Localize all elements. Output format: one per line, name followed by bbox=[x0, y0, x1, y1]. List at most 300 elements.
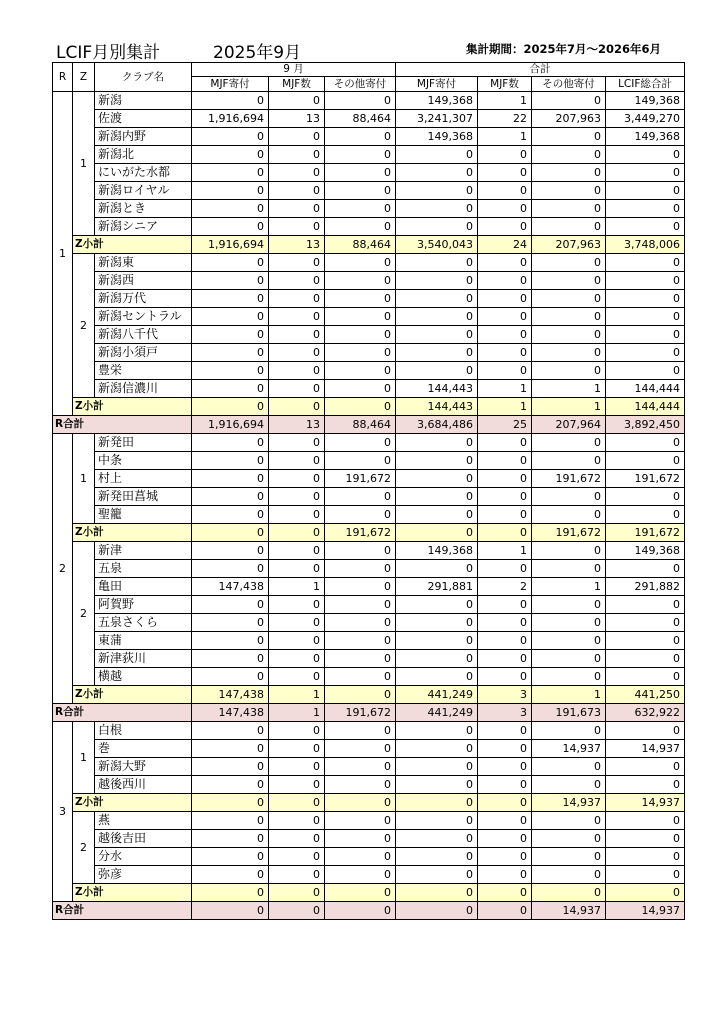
club-name: 亀田 bbox=[95, 578, 192, 596]
table-row bbox=[53, 578, 685, 596]
club-name: 新潟ロイヤル bbox=[95, 182, 192, 200]
total-value: 0 bbox=[396, 758, 478, 776]
subtotal-month-value: 0 bbox=[192, 794, 269, 812]
total-value: 0 bbox=[606, 200, 685, 218]
col-r: R bbox=[53, 63, 73, 92]
month-value: 0 bbox=[192, 722, 269, 740]
total-value: 0 bbox=[396, 560, 478, 578]
zone-cell: 1 bbox=[73, 722, 95, 794]
rtotal-total-value: 632,922 bbox=[606, 704, 685, 722]
total-value: 0 bbox=[532, 452, 606, 470]
month-value: 0 bbox=[269, 470, 325, 488]
table-row bbox=[53, 308, 685, 326]
total-value: 0 bbox=[478, 326, 532, 344]
total-value: 0 bbox=[478, 758, 532, 776]
club-name: 新潟とき bbox=[95, 200, 192, 218]
total-value: 0 bbox=[606, 182, 685, 200]
total-value: 0 bbox=[396, 362, 478, 380]
total-value: 0 bbox=[478, 650, 532, 668]
total-value: 0 bbox=[606, 596, 685, 614]
total-value: 0 bbox=[532, 614, 606, 632]
total-value: 0 bbox=[606, 434, 685, 452]
rtotal-total-value: 0 bbox=[478, 902, 532, 920]
month-value: 0 bbox=[192, 560, 269, 578]
total-value: 0 bbox=[396, 326, 478, 344]
total-value: 0 bbox=[478, 272, 532, 290]
total-value: 0 bbox=[396, 272, 478, 290]
month-value: 0 bbox=[269, 290, 325, 308]
zone-cell: 2 bbox=[73, 542, 95, 686]
total-value: 1 bbox=[532, 380, 606, 398]
total-value: 0 bbox=[606, 632, 685, 650]
rtotal-total-value: 207,964 bbox=[532, 416, 606, 434]
month-value: 0 bbox=[192, 308, 269, 326]
zone-subtotal-row bbox=[53, 884, 685, 902]
total-value: 0 bbox=[606, 272, 685, 290]
total-value: 144,443 bbox=[396, 380, 478, 398]
total-value: 1 bbox=[478, 380, 532, 398]
total-value: 1 bbox=[532, 578, 606, 596]
total-value: 0 bbox=[396, 182, 478, 200]
month-value: 0 bbox=[269, 164, 325, 182]
total-value: 0 bbox=[478, 308, 532, 326]
total-value: 0 bbox=[396, 848, 478, 866]
month-value: 0 bbox=[192, 758, 269, 776]
total-value: 0 bbox=[606, 164, 685, 182]
zone-subtotal-row bbox=[53, 236, 685, 254]
total-value: 191,672 bbox=[532, 470, 606, 488]
club-name: 阿賀野 bbox=[95, 596, 192, 614]
total-value: 0 bbox=[532, 722, 606, 740]
club-name: 越後西川 bbox=[95, 776, 192, 794]
total-value: 0 bbox=[532, 146, 606, 164]
zone-subtotal-label: Z小計 bbox=[73, 524, 192, 542]
month-value: 0 bbox=[269, 776, 325, 794]
club-name: 弥彦 bbox=[95, 866, 192, 884]
table-row bbox=[53, 542, 685, 560]
table-row bbox=[53, 254, 685, 272]
rtotal-month-value: 1 bbox=[269, 704, 325, 722]
month-value: 0 bbox=[269, 182, 325, 200]
month-value: 0 bbox=[192, 830, 269, 848]
table-row bbox=[53, 290, 685, 308]
subtotal-total-value: 191,672 bbox=[532, 524, 606, 542]
month-value: 0 bbox=[269, 668, 325, 686]
month-value: 0 bbox=[325, 290, 396, 308]
total-value: 0 bbox=[478, 560, 532, 578]
total-value: 0 bbox=[396, 470, 478, 488]
subtotal-month-value: 0 bbox=[269, 794, 325, 812]
subtotal-month-value: 88,464 bbox=[325, 236, 396, 254]
total-value: 0 bbox=[478, 488, 532, 506]
rtotal-month-value: 0 bbox=[269, 902, 325, 920]
table-row bbox=[53, 182, 685, 200]
zone-subtotal-label: Z小計 bbox=[73, 236, 192, 254]
zone-subtotal-label: Z小計 bbox=[73, 794, 192, 812]
month-value: 0 bbox=[269, 200, 325, 218]
month-value: 0 bbox=[192, 290, 269, 308]
total-value: 0 bbox=[478, 434, 532, 452]
col-month-group: 9 月 bbox=[192, 63, 396, 77]
col-z: Z bbox=[73, 63, 95, 92]
total-value: 0 bbox=[478, 812, 532, 830]
total-value: 0 bbox=[396, 632, 478, 650]
total-value: 0 bbox=[396, 146, 478, 164]
month-value: 147,438 bbox=[192, 578, 269, 596]
month-value: 0 bbox=[269, 506, 325, 524]
total-value: 0 bbox=[532, 488, 606, 506]
report-title: LCIF月別集計 bbox=[56, 43, 161, 63]
month-value: 0 bbox=[325, 578, 396, 596]
subtotal-total-value: 1 bbox=[532, 398, 606, 416]
club-name: 新発田菖城 bbox=[95, 488, 192, 506]
club-name: 五泉 bbox=[95, 560, 192, 578]
total-value: 0 bbox=[532, 92, 606, 110]
month-value: 0 bbox=[192, 218, 269, 236]
month-value: 0 bbox=[325, 362, 396, 380]
total-value: 0 bbox=[606, 344, 685, 362]
rtotal-total-value: 14,937 bbox=[532, 902, 606, 920]
table-row bbox=[53, 866, 685, 884]
col-total-other-gift: その他寄付 bbox=[532, 77, 606, 92]
subtotal-month-value: 0 bbox=[269, 398, 325, 416]
total-value: 0 bbox=[606, 254, 685, 272]
total-value: 0 bbox=[532, 758, 606, 776]
zone-subtotal-row bbox=[53, 398, 685, 416]
month-value: 0 bbox=[192, 668, 269, 686]
total-value: 0 bbox=[606, 614, 685, 632]
col-club: クラブ名 bbox=[95, 63, 192, 92]
total-value: 0 bbox=[396, 290, 478, 308]
total-value: 207,963 bbox=[532, 110, 606, 128]
region-total-label: R合計 bbox=[53, 902, 192, 920]
table-row bbox=[53, 632, 685, 650]
club-name: 新潟万代 bbox=[95, 290, 192, 308]
month-value: 0 bbox=[269, 488, 325, 506]
total-value: 0 bbox=[478, 254, 532, 272]
club-name: 分水 bbox=[95, 848, 192, 866]
club-name: 燕 bbox=[95, 812, 192, 830]
total-value: 0 bbox=[478, 722, 532, 740]
col-lcif-total: LCIF総合計 bbox=[606, 77, 685, 92]
table-row bbox=[53, 812, 685, 830]
subtotal-total-value: 3 bbox=[478, 686, 532, 704]
month-value: 0 bbox=[269, 344, 325, 362]
total-value: 0 bbox=[532, 344, 606, 362]
table-row bbox=[53, 722, 685, 740]
total-value: 0 bbox=[606, 812, 685, 830]
rtotal-month-value: 88,464 bbox=[325, 416, 396, 434]
total-value: 14,937 bbox=[532, 740, 606, 758]
club-name: 新潟東 bbox=[95, 254, 192, 272]
zone-cell: 2 bbox=[73, 254, 95, 398]
rtotal-month-value: 0 bbox=[325, 902, 396, 920]
table-row bbox=[53, 506, 685, 524]
month-value: 0 bbox=[192, 812, 269, 830]
total-value: 2 bbox=[478, 578, 532, 596]
total-value: 0 bbox=[606, 506, 685, 524]
month-value: 0 bbox=[269, 308, 325, 326]
total-value: 0 bbox=[532, 434, 606, 452]
table-row bbox=[53, 128, 685, 146]
total-value: 0 bbox=[478, 470, 532, 488]
subtotal-month-value: 0 bbox=[325, 794, 396, 812]
table-row bbox=[53, 470, 685, 488]
month-value: 0 bbox=[192, 470, 269, 488]
subtotal-month-value: 1,916,694 bbox=[192, 236, 269, 254]
col-month-other-gift: その他寄付 bbox=[325, 77, 396, 92]
subtotal-month-value: 0 bbox=[325, 686, 396, 704]
table-row bbox=[53, 380, 685, 398]
month-value: 0 bbox=[325, 632, 396, 650]
club-name: 聖籠 bbox=[95, 506, 192, 524]
month-value: 0 bbox=[325, 866, 396, 884]
total-value: 14,937 bbox=[606, 740, 685, 758]
total-value: 0 bbox=[606, 866, 685, 884]
month-value: 0 bbox=[325, 812, 396, 830]
zone-subtotal-label: Z小計 bbox=[73, 686, 192, 704]
month-value: 0 bbox=[325, 92, 396, 110]
rtotal-total-value: 3,892,450 bbox=[606, 416, 685, 434]
total-value: 0 bbox=[396, 614, 478, 632]
month-value: 0 bbox=[325, 542, 396, 560]
month-value: 0 bbox=[269, 218, 325, 236]
total-value: 191,672 bbox=[606, 470, 685, 488]
subtotal-total-value: 24 bbox=[478, 236, 532, 254]
subtotal-total-value: 0 bbox=[532, 884, 606, 902]
month-value: 191,672 bbox=[325, 470, 396, 488]
zone-subtotal-label: Z小計 bbox=[73, 398, 192, 416]
total-value: 3,449,270 bbox=[606, 110, 685, 128]
total-value: 149,368 bbox=[396, 128, 478, 146]
total-value: 3,241,307 bbox=[396, 110, 478, 128]
month-value: 0 bbox=[192, 128, 269, 146]
total-value: 0 bbox=[396, 254, 478, 272]
total-value: 0 bbox=[606, 290, 685, 308]
rtotal-month-value: 147,438 bbox=[192, 704, 269, 722]
subtotal-total-value: 0 bbox=[396, 884, 478, 902]
subtotal-total-value: 191,672 bbox=[606, 524, 685, 542]
club-name: 新津荻川 bbox=[95, 650, 192, 668]
total-value: 0 bbox=[606, 488, 685, 506]
total-value: 0 bbox=[532, 650, 606, 668]
col-total-mjf-gift: MJF寄付 bbox=[396, 77, 478, 92]
club-name: 新潟 bbox=[95, 92, 192, 110]
total-value: 0 bbox=[478, 290, 532, 308]
subtotal-total-value: 0 bbox=[396, 794, 478, 812]
total-value: 0 bbox=[606, 650, 685, 668]
zone-subtotal-label: Z小計 bbox=[73, 884, 192, 902]
total-value: 0 bbox=[478, 344, 532, 362]
month-value: 0 bbox=[325, 254, 396, 272]
month-value: 0 bbox=[192, 146, 269, 164]
table-row bbox=[53, 92, 685, 110]
total-value: 0 bbox=[532, 830, 606, 848]
month-value: 0 bbox=[192, 434, 269, 452]
total-value: 0 bbox=[478, 596, 532, 614]
region-total-row bbox=[53, 902, 685, 920]
month-value: 0 bbox=[269, 632, 325, 650]
total-value: 0 bbox=[478, 776, 532, 794]
subtotal-total-value: 3,748,006 bbox=[606, 236, 685, 254]
region-cell: 1 bbox=[53, 92, 73, 416]
month-value: 0 bbox=[325, 722, 396, 740]
month-value: 0 bbox=[192, 380, 269, 398]
total-value: 22 bbox=[478, 110, 532, 128]
rtotal-total-value: 441,249 bbox=[396, 704, 478, 722]
region-total-label: R合計 bbox=[53, 704, 192, 722]
table-row bbox=[53, 164, 685, 182]
total-value: 0 bbox=[478, 866, 532, 884]
month-value: 0 bbox=[192, 488, 269, 506]
month-value: 0 bbox=[269, 434, 325, 452]
total-value: 0 bbox=[478, 452, 532, 470]
table-row bbox=[53, 650, 685, 668]
month-value: 0 bbox=[269, 326, 325, 344]
rtotal-month-value: 13 bbox=[269, 416, 325, 434]
subtotal-month-value: 147,438 bbox=[192, 686, 269, 704]
club-name: 新発田 bbox=[95, 434, 192, 452]
total-value: 149,368 bbox=[396, 542, 478, 560]
month-value: 0 bbox=[325, 758, 396, 776]
subtotal-total-value: 0 bbox=[478, 524, 532, 542]
rtotal-month-value: 1,916,694 bbox=[192, 416, 269, 434]
subtotal-month-value: 0 bbox=[269, 524, 325, 542]
rtotal-total-value: 3,684,486 bbox=[396, 416, 478, 434]
month-value: 13 bbox=[269, 110, 325, 128]
subtotal-total-value: 0 bbox=[478, 794, 532, 812]
month-value: 0 bbox=[192, 326, 269, 344]
region-cell: 3 bbox=[53, 722, 73, 902]
month-value: 0 bbox=[269, 614, 325, 632]
month-value: 0 bbox=[269, 542, 325, 560]
subtotal-month-value: 13 bbox=[269, 236, 325, 254]
month-value: 0 bbox=[269, 254, 325, 272]
month-value: 0 bbox=[192, 164, 269, 182]
subtotal-total-value: 441,249 bbox=[396, 686, 478, 704]
club-name: 新津 bbox=[95, 542, 192, 560]
total-value: 0 bbox=[532, 632, 606, 650]
table-row bbox=[53, 272, 685, 290]
total-value: 0 bbox=[606, 146, 685, 164]
rtotal-month-value: 0 bbox=[192, 902, 269, 920]
month-value: 0 bbox=[192, 362, 269, 380]
month-value: 0 bbox=[192, 272, 269, 290]
zone-subtotal-row bbox=[53, 794, 685, 812]
table-row bbox=[53, 668, 685, 686]
total-value: 0 bbox=[532, 866, 606, 884]
total-value: 291,881 bbox=[396, 578, 478, 596]
subtotal-month-value: 0 bbox=[192, 398, 269, 416]
total-value: 0 bbox=[606, 776, 685, 794]
total-value: 0 bbox=[532, 182, 606, 200]
rtotal-month-value: 191,672 bbox=[325, 704, 396, 722]
total-value: 0 bbox=[606, 830, 685, 848]
month-value: 0 bbox=[269, 740, 325, 758]
month-value: 0 bbox=[269, 758, 325, 776]
club-name: 新潟セントラル bbox=[95, 308, 192, 326]
month-value: 0 bbox=[192, 614, 269, 632]
month-value: 0 bbox=[269, 722, 325, 740]
subtotal-total-value: 0 bbox=[396, 524, 478, 542]
total-value: 0 bbox=[532, 200, 606, 218]
zone-subtotal-row bbox=[53, 524, 685, 542]
subtotal-total-value: 0 bbox=[606, 884, 685, 902]
total-value: 0 bbox=[606, 758, 685, 776]
subtotal-total-value: 1 bbox=[478, 398, 532, 416]
club-name: 白根 bbox=[95, 722, 192, 740]
table-row bbox=[53, 740, 685, 758]
rtotal-total-value: 0 bbox=[396, 902, 478, 920]
total-value: 149,368 bbox=[606, 542, 685, 560]
total-value: 149,368 bbox=[396, 92, 478, 110]
club-name: 新潟西 bbox=[95, 272, 192, 290]
month-value: 0 bbox=[325, 668, 396, 686]
total-value: 0 bbox=[532, 326, 606, 344]
club-name: 東蒲 bbox=[95, 632, 192, 650]
month-value: 0 bbox=[325, 506, 396, 524]
subtotal-total-value: 207,963 bbox=[532, 236, 606, 254]
table-row bbox=[53, 326, 685, 344]
subtotal-month-value: 0 bbox=[325, 398, 396, 416]
month-value: 0 bbox=[325, 218, 396, 236]
table-row bbox=[53, 614, 685, 632]
total-value: 0 bbox=[606, 560, 685, 578]
month-value: 0 bbox=[269, 848, 325, 866]
month-value: 0 bbox=[269, 596, 325, 614]
month-value: 0 bbox=[269, 272, 325, 290]
month-value: 0 bbox=[269, 128, 325, 146]
total-value: 0 bbox=[478, 614, 532, 632]
club-name: 佐渡 bbox=[95, 110, 192, 128]
subtotal-total-value: 144,444 bbox=[606, 398, 685, 416]
zone-cell: 2 bbox=[73, 812, 95, 884]
club-name: 越後吉田 bbox=[95, 830, 192, 848]
club-name: 村上 bbox=[95, 470, 192, 488]
total-value: 1 bbox=[478, 128, 532, 146]
report-month: 2025年9月 bbox=[213, 43, 302, 63]
total-value: 0 bbox=[396, 506, 478, 524]
total-value: 0 bbox=[606, 668, 685, 686]
total-value: 0 bbox=[396, 488, 478, 506]
total-value: 149,368 bbox=[606, 128, 685, 146]
zone-cell: 1 bbox=[73, 434, 95, 524]
zone-cell: 1 bbox=[73, 92, 95, 236]
month-value: 0 bbox=[192, 866, 269, 884]
month-value: 0 bbox=[192, 740, 269, 758]
total-value: 0 bbox=[478, 164, 532, 182]
total-value: 0 bbox=[532, 128, 606, 146]
total-value: 0 bbox=[532, 290, 606, 308]
subtotal-total-value: 14,937 bbox=[532, 794, 606, 812]
total-value: 0 bbox=[396, 812, 478, 830]
subtotal-month-value: 0 bbox=[325, 884, 396, 902]
month-value: 0 bbox=[192, 200, 269, 218]
month-value: 0 bbox=[325, 380, 396, 398]
rtotal-total-value: 3 bbox=[478, 704, 532, 722]
month-value: 0 bbox=[325, 272, 396, 290]
total-value: 0 bbox=[396, 740, 478, 758]
month-value: 0 bbox=[325, 344, 396, 362]
table-row bbox=[53, 218, 685, 236]
table-row bbox=[53, 488, 685, 506]
month-value: 1,916,694 bbox=[192, 110, 269, 128]
month-value: 0 bbox=[192, 542, 269, 560]
total-value: 0 bbox=[532, 218, 606, 236]
total-value: 0 bbox=[532, 272, 606, 290]
total-value: 0 bbox=[478, 182, 532, 200]
month-value: 1 bbox=[269, 578, 325, 596]
